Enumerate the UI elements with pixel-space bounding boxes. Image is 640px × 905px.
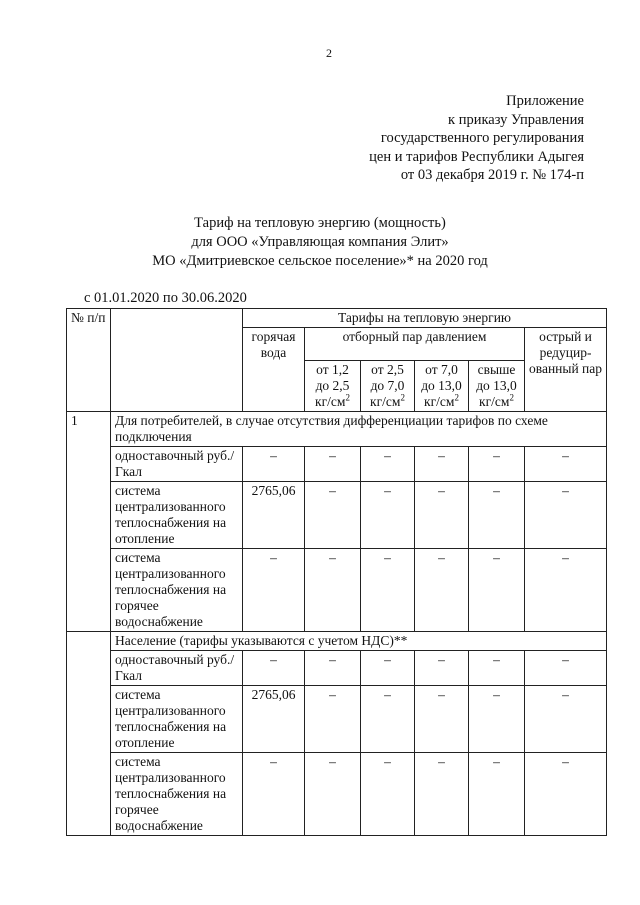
value-cell: – [243, 753, 305, 836]
value-cell: – [243, 651, 305, 686]
value-cell: – [525, 549, 607, 632]
table-row [67, 549, 607, 632]
steam-col-text: свыше до 13,0 кг/см [476, 362, 517, 409]
appendix-line: от 03 декабря 2019 г. № 174-п [400, 167, 584, 183]
header-steam-col [415, 361, 469, 412]
header-steam-col [305, 361, 361, 412]
value-cell: – [361, 686, 415, 753]
value-cell: – [305, 686, 361, 753]
section-number [67, 632, 111, 836]
title-line: МО «Дмитриевское сельское поселение»* на 2020 год [152, 253, 488, 269]
value-cell: – [525, 447, 607, 482]
steam-col-sup: 2 [509, 392, 514, 403]
value-cell: – [415, 482, 469, 549]
value-cell: – [415, 651, 469, 686]
steam-col-text: от 2,5 до 7,0 кг/см [370, 362, 405, 409]
table-row [67, 753, 607, 836]
section-title: Для потребителей, в случае отсутствия дифференциации тарифов по схеме подключения [111, 412, 607, 447]
steam-col-sup: 2 [454, 392, 459, 403]
header-row [67, 309, 607, 328]
value-cell: – [469, 753, 525, 836]
tariff-table [66, 308, 607, 836]
value-cell: – [361, 753, 415, 836]
value-cell: – [415, 549, 469, 632]
appendix-line: к приказу Управления [448, 111, 584, 128]
validity-period: с 01.01.2020 по 30.06.2020 [84, 290, 247, 306]
value-cell: – [243, 549, 305, 632]
row-label: одноставочный руб./Гкал [111, 447, 243, 482]
value-cell: – [525, 482, 607, 549]
document-title [0, 214, 640, 271]
header-steam-col [469, 361, 525, 412]
appendix-header [369, 92, 584, 185]
title-line: для ООО «Управляющая компания Элит» [191, 234, 449, 250]
row-label: система централизованного теплоснабжения на горячее водоснабжение [111, 753, 243, 836]
value-cell: – [361, 549, 415, 632]
section-title-row [67, 412, 607, 447]
value-cell: – [243, 447, 305, 482]
value-cell: – [361, 447, 415, 482]
appendix-line: Приложение [506, 93, 584, 109]
row-label: система централизованного теплоснабжения на горячее водоснабжение [111, 549, 243, 632]
table-row [67, 482, 607, 549]
value-cell: – [469, 482, 525, 549]
value-cell: – [305, 651, 361, 686]
steam-col-sup: 2 [400, 392, 405, 403]
value-cell: – [469, 651, 525, 686]
table-row [67, 686, 607, 753]
value-cell: 2765,06 [243, 482, 305, 549]
header-blank [111, 309, 243, 412]
section-title: Население (тарифы указываются с учетом НДС)** [111, 632, 607, 651]
section-title-row [67, 632, 607, 651]
appendix-line: государственного регулирования [380, 130, 584, 146]
value-cell: – [305, 753, 361, 836]
steam-col-text: от 7,0 до 13,0 кг/см [421, 362, 462, 409]
value-cell: – [469, 447, 525, 482]
table-row [67, 651, 607, 686]
value-cell: – [525, 686, 607, 753]
header-steam-col [361, 361, 415, 412]
value-cell: – [525, 651, 607, 686]
value-cell: – [469, 549, 525, 632]
title-line: Тариф на тепловую энергию (мощность) [194, 215, 446, 231]
table-row [67, 447, 607, 482]
header-tariffs-group: Тарифы на тепловую энергию [243, 309, 607, 328]
value-cell: – [525, 753, 607, 836]
value-cell: – [361, 482, 415, 549]
value-cell: – [415, 686, 469, 753]
row-label: одноставочный руб./Гкал [111, 651, 243, 686]
row-label: система централизованного теплоснабжения на отопление [111, 686, 243, 753]
value-cell: 2765,06 [243, 686, 305, 753]
value-cell: – [305, 549, 361, 632]
value-cell: – [415, 753, 469, 836]
value-cell: – [305, 482, 361, 549]
header-steam-group: отборный пар давлением [305, 328, 525, 361]
header-hot-water: горячая вода [243, 328, 305, 412]
value-cell: – [361, 651, 415, 686]
header-sharp-steam: острый и редуцир-ованный пар [525, 328, 607, 412]
section-number: 1 [67, 412, 111, 632]
header-num: № п/п [67, 309, 111, 412]
page-number: 2 [326, 46, 332, 60]
row-label: система централизованного теплоснабжения на отопление [111, 482, 243, 549]
steam-col-text: от 1,2 до 2,5 кг/см [315, 362, 350, 409]
appendix-line: цен и тарифов Республики Адыгея [369, 148, 584, 165]
steam-col-sup: 2 [345, 392, 350, 403]
value-cell: – [415, 447, 469, 482]
value-cell: – [305, 447, 361, 482]
value-cell: – [469, 686, 525, 753]
